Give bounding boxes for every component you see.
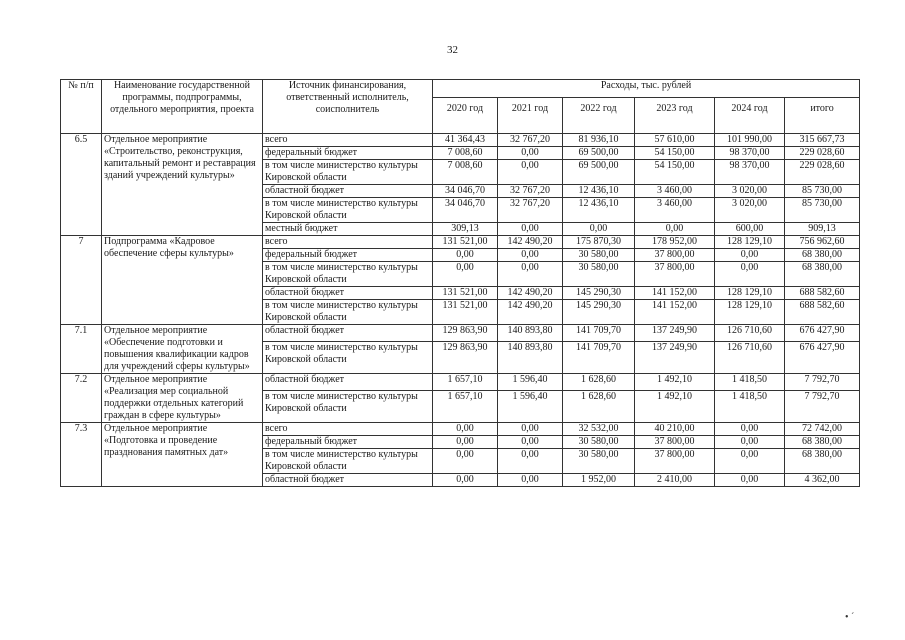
funding-source: федеральный бюджет bbox=[263, 436, 433, 449]
header-year: 2023 год bbox=[635, 98, 715, 134]
amount-cell: 126 710,60 bbox=[715, 325, 785, 342]
amount-cell: 40 210,00 bbox=[635, 423, 715, 436]
amount-cell: 7 792,70 bbox=[785, 374, 860, 391]
amount-cell: 3 020,00 bbox=[715, 198, 785, 223]
funding-source: федеральный бюджет bbox=[263, 249, 433, 262]
amount-cell: 0,00 bbox=[433, 474, 498, 487]
funding-source: федеральный бюджет bbox=[263, 147, 433, 160]
amount-cell: 1 952,00 bbox=[563, 474, 635, 487]
amount-cell: 142 490,20 bbox=[498, 300, 563, 325]
amount-cell: 0,00 bbox=[433, 449, 498, 474]
amount-cell: 30 580,00 bbox=[563, 436, 635, 449]
amount-cell: 3 020,00 bbox=[715, 185, 785, 198]
item-name: Отдельное мероприятие «Строительство, реконструкция, капитальный ремонт и реставрация зданий учреждений культуры» bbox=[102, 134, 263, 236]
amount-cell: 98 370,00 bbox=[715, 147, 785, 160]
amount-cell: 3 460,00 bbox=[635, 185, 715, 198]
amount-cell: 141 709,70 bbox=[563, 325, 635, 342]
table-row bbox=[61, 236, 860, 249]
header-year: 2022 год bbox=[563, 98, 635, 134]
amount-cell: 4 362,00 bbox=[785, 474, 860, 487]
amount-cell: 7 008,60 bbox=[433, 147, 498, 160]
item-number: 7.2 bbox=[61, 374, 102, 423]
funding-source: местный бюджет bbox=[263, 223, 433, 236]
item-number: 7 bbox=[61, 236, 102, 325]
amount-cell: 178 952,00 bbox=[635, 236, 715, 249]
amount-cell: 32 767,20 bbox=[498, 198, 563, 223]
funding-source: областной бюджет bbox=[263, 185, 433, 198]
amount-cell: 1 596,40 bbox=[498, 374, 563, 391]
amount-cell: 41 364,43 bbox=[433, 134, 498, 147]
funding-source: областной бюджет bbox=[263, 474, 433, 487]
amount-cell: 131 521,00 bbox=[433, 287, 498, 300]
amount-cell: 30 580,00 bbox=[563, 262, 635, 287]
amount-cell: 69 500,00 bbox=[563, 147, 635, 160]
header-source: Источник финансирования, ответственный исполнитель, соисполнитель bbox=[263, 80, 433, 134]
amount-cell: 137 249,90 bbox=[635, 325, 715, 342]
amount-cell: 0,00 bbox=[715, 436, 785, 449]
amount-cell: 32 532,00 bbox=[563, 423, 635, 436]
amount-cell: 141 152,00 bbox=[635, 300, 715, 325]
funding-source: областной бюджет bbox=[263, 325, 433, 342]
amount-cell: 128 129,10 bbox=[715, 287, 785, 300]
scan-marks: • ´ bbox=[845, 612, 855, 623]
amount-cell: 2 410,00 bbox=[635, 474, 715, 487]
amount-cell: 688 582,60 bbox=[785, 287, 860, 300]
amount-cell: 145 290,30 bbox=[563, 287, 635, 300]
amount-cell: 1 628,60 bbox=[563, 374, 635, 391]
amount-cell: 12 436,10 bbox=[563, 198, 635, 223]
funding-source: в том числе министерство культуры Кировской области bbox=[263, 341, 433, 373]
amount-cell: 54 150,00 bbox=[635, 160, 715, 185]
amount-cell: 128 129,10 bbox=[715, 300, 785, 325]
header-name: Наименование государственной программы, подпрограммы, отдельного мероприятия, проекта bbox=[102, 80, 263, 134]
amount-cell: 37 800,00 bbox=[635, 262, 715, 287]
amount-cell: 600,00 bbox=[715, 223, 785, 236]
amount-cell: 12 436,10 bbox=[563, 185, 635, 198]
amount-cell: 85 730,00 bbox=[785, 198, 860, 223]
amount-cell: 141 709,70 bbox=[563, 341, 635, 373]
funding-source: в том числе министерство культуры Кировской области bbox=[263, 198, 433, 223]
amount-cell: 676 427,90 bbox=[785, 341, 860, 373]
amount-cell: 126 710,60 bbox=[715, 341, 785, 373]
amount-cell: 1 492,10 bbox=[635, 374, 715, 391]
funding-source: всего bbox=[263, 134, 433, 147]
amount-cell: 1 418,50 bbox=[715, 374, 785, 391]
amount-cell: 7 008,60 bbox=[433, 160, 498, 185]
amount-cell: 142 490,20 bbox=[498, 287, 563, 300]
funding-source: в том числе министерство культуры Кировской области bbox=[263, 449, 433, 474]
amount-cell: 0,00 bbox=[433, 436, 498, 449]
amount-cell: 1 628,60 bbox=[563, 390, 635, 422]
funding-source: в том числе министерство культуры Кировской области bbox=[263, 262, 433, 287]
amount-cell: 129 863,90 bbox=[433, 341, 498, 373]
header-num: № п/п bbox=[61, 80, 102, 134]
amount-cell: 0,00 bbox=[715, 423, 785, 436]
amount-cell: 1 418,50 bbox=[715, 390, 785, 422]
budget-table bbox=[60, 79, 860, 487]
amount-cell: 0,00 bbox=[498, 423, 563, 436]
funding-source: в том числе министерство культуры Кировской области bbox=[263, 160, 433, 185]
amount-cell: 0,00 bbox=[498, 223, 563, 236]
amount-cell: 145 290,30 bbox=[563, 300, 635, 325]
amount-cell: 68 380,00 bbox=[785, 249, 860, 262]
item-number: 6.5 bbox=[61, 134, 102, 236]
funding-source: в том числе министерство культуры Кировской области bbox=[263, 300, 433, 325]
funding-source: в том числе министерство культуры Кировской области bbox=[263, 390, 433, 422]
amount-cell: 676 427,90 bbox=[785, 325, 860, 342]
header-year: 2021 год bbox=[498, 98, 563, 134]
amount-cell: 141 152,00 bbox=[635, 287, 715, 300]
amount-cell: 37 800,00 bbox=[635, 249, 715, 262]
amount-cell: 68 380,00 bbox=[785, 449, 860, 474]
table-row bbox=[61, 134, 860, 147]
amount-cell: 85 730,00 bbox=[785, 185, 860, 198]
amount-cell: 0,00 bbox=[433, 262, 498, 287]
amount-cell: 229 028,60 bbox=[785, 147, 860, 160]
amount-cell: 142 490,20 bbox=[498, 236, 563, 249]
amount-cell: 0,00 bbox=[433, 249, 498, 262]
amount-cell: 37 800,00 bbox=[635, 449, 715, 474]
amount-cell: 0,00 bbox=[563, 223, 635, 236]
item-name: Отдельное мероприятие «Подготовка и проведение празднования памятных дат» bbox=[102, 423, 263, 487]
amount-cell: 0,00 bbox=[498, 449, 563, 474]
amount-cell: 0,00 bbox=[498, 474, 563, 487]
amount-cell: 0,00 bbox=[498, 436, 563, 449]
amount-cell: 309,13 bbox=[433, 223, 498, 236]
amount-cell: 128 129,10 bbox=[715, 236, 785, 249]
amount-cell: 0,00 bbox=[498, 147, 563, 160]
page-number: 32 bbox=[447, 44, 458, 56]
amount-cell: 7 792,70 bbox=[785, 390, 860, 422]
amount-cell: 32 767,20 bbox=[498, 134, 563, 147]
funding-source: областной бюджет bbox=[263, 287, 433, 300]
amount-cell: 909,13 bbox=[785, 223, 860, 236]
amount-cell: 0,00 bbox=[498, 160, 563, 185]
amount-cell: 140 893,80 bbox=[498, 341, 563, 373]
amount-cell: 0,00 bbox=[498, 249, 563, 262]
amount-cell: 0,00 bbox=[635, 223, 715, 236]
header-year: 2024 год bbox=[715, 98, 785, 134]
amount-cell: 0,00 bbox=[715, 474, 785, 487]
item-number: 7.1 bbox=[61, 325, 102, 374]
funding-source: всего bbox=[263, 423, 433, 436]
amount-cell: 1 596,40 bbox=[498, 390, 563, 422]
item-name: Подпрограмма «Кадровое обеспечение сферы культуры» bbox=[102, 236, 263, 325]
table-row bbox=[61, 374, 860, 391]
item-name: Отдельное мероприятие «Реализация мер социальной поддержки отдельных категорий граждан в сфере культуры» bbox=[102, 374, 263, 423]
amount-cell: 140 893,80 bbox=[498, 325, 563, 342]
funding-source: областной бюджет bbox=[263, 374, 433, 391]
amount-cell: 101 990,00 bbox=[715, 134, 785, 147]
item-name: Отдельное мероприятие «Обеспечение подготовки и повышения квалификации кадров для учреждений сферы культуры» bbox=[102, 325, 263, 374]
header-expenses: Расходы, тыс. рублей bbox=[433, 80, 860, 98]
amount-cell: 131 521,00 bbox=[433, 236, 498, 249]
amount-cell: 0,00 bbox=[433, 423, 498, 436]
amount-cell: 3 460,00 bbox=[635, 198, 715, 223]
amount-cell: 1 657,10 bbox=[433, 374, 498, 391]
table-row bbox=[61, 423, 860, 436]
amount-cell: 72 742,00 bbox=[785, 423, 860, 436]
funding-source: всего bbox=[263, 236, 433, 249]
amount-cell: 0,00 bbox=[715, 449, 785, 474]
amount-cell: 129 863,90 bbox=[433, 325, 498, 342]
amount-cell: 131 521,00 bbox=[433, 300, 498, 325]
amount-cell: 0,00 bbox=[715, 249, 785, 262]
amount-cell: 81 936,10 bbox=[563, 134, 635, 147]
amount-cell: 54 150,00 bbox=[635, 147, 715, 160]
amount-cell: 756 962,60 bbox=[785, 236, 860, 249]
amount-cell: 137 249,90 bbox=[635, 341, 715, 373]
amount-cell: 30 580,00 bbox=[563, 249, 635, 262]
amount-cell: 32 767,20 bbox=[498, 185, 563, 198]
amount-cell: 57 610,00 bbox=[635, 134, 715, 147]
amount-cell: 688 582,60 bbox=[785, 300, 860, 325]
amount-cell: 37 800,00 bbox=[635, 436, 715, 449]
amount-cell: 30 580,00 bbox=[563, 449, 635, 474]
header-year: итого bbox=[785, 98, 860, 134]
amount-cell: 34 046,70 bbox=[433, 185, 498, 198]
item-number: 7.3 bbox=[61, 423, 102, 487]
amount-cell: 315 667,73 bbox=[785, 134, 860, 147]
header-year: 2020 год bbox=[433, 98, 498, 134]
amount-cell: 68 380,00 bbox=[785, 436, 860, 449]
amount-cell: 68 380,00 bbox=[785, 262, 860, 287]
amount-cell: 0,00 bbox=[715, 262, 785, 287]
amount-cell: 34 046,70 bbox=[433, 198, 498, 223]
amount-cell: 229 028,60 bbox=[785, 160, 860, 185]
amount-cell: 1 657,10 bbox=[433, 390, 498, 422]
amount-cell: 0,00 bbox=[498, 262, 563, 287]
amount-cell: 1 492,10 bbox=[635, 390, 715, 422]
table-row bbox=[61, 325, 860, 342]
amount-cell: 98 370,00 bbox=[715, 160, 785, 185]
amount-cell: 175 870,30 bbox=[563, 236, 635, 249]
amount-cell: 69 500,00 bbox=[563, 160, 635, 185]
